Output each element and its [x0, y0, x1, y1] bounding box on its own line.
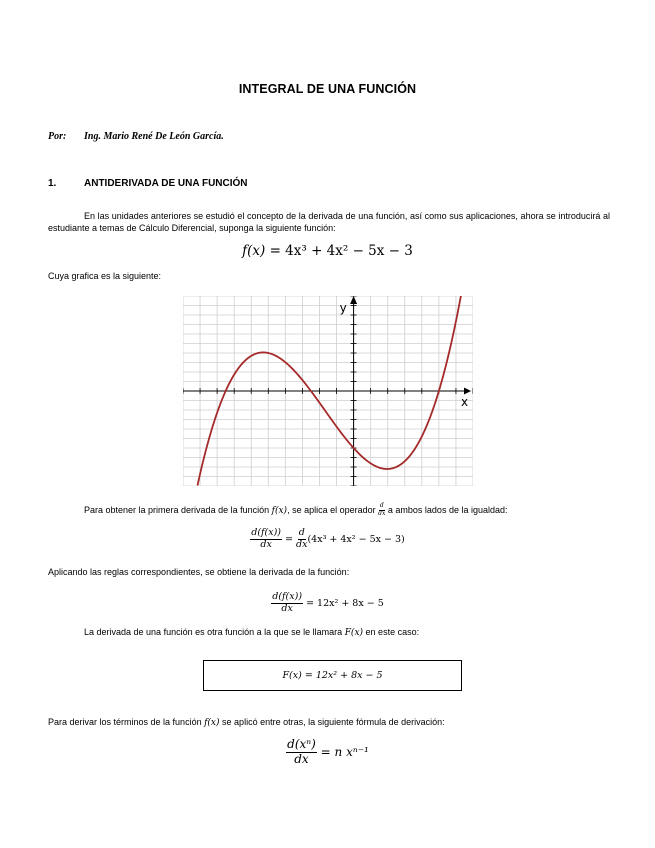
- derivative-result-equation: [0, 592, 655, 615]
- boxed-equation: F(x) = 12x² + 8x − 5: [282, 670, 383, 681]
- eq2-right-numerator: d: [298, 527, 305, 538]
- eq1-rhs: = 4x³ + 4x² − 5x − 3: [269, 243, 413, 259]
- derivative-paragraph: [84, 503, 508, 518]
- para2-text-before: Para obtener la primera derivada de la función: [84, 504, 270, 515]
- author-label: Por:: [48, 131, 67, 142]
- para3-function: F(x): [344, 628, 364, 638]
- eq2-rhs: (4x³ + 4x² − 5x − 3): [307, 533, 405, 545]
- eq3-numerator: d(f(x)): [272, 591, 303, 602]
- x-axis-arrow: [464, 388, 471, 395]
- eq4-fraction: [286, 738, 317, 767]
- x-axis-label: x: [461, 395, 469, 409]
- para4-text-after: se aplicó entre otras, la siguiente fórmula de derivación:: [222, 717, 445, 727]
- graph-caption: Cuya grafica es la siguiente:: [48, 271, 162, 281]
- function-equation: [0, 243, 655, 259]
- eq2-right-fraction: [296, 528, 307, 551]
- document-title: INTEGRAL DE UNA FUNCIÓN: [238, 82, 417, 96]
- eq3-rhs: = 12x² + 8x − 5: [306, 597, 384, 609]
- eq2-left-numerator: d(f(x)): [251, 527, 282, 538]
- eq2-right-denominator: dx: [296, 538, 308, 550]
- operator-fraction: [378, 503, 385, 518]
- eq3-denominator: dx: [281, 602, 293, 614]
- eq4-numerator: d(xⁿ): [287, 737, 316, 751]
- para4-text-before: Para derivar los términos de la función: [48, 717, 202, 727]
- para3-text-after: en este caso:: [365, 627, 420, 637]
- eq3-fraction: [271, 592, 303, 615]
- para2-text-after: a ambos lados de la igualdad:: [387, 504, 508, 515]
- rules-paragraph: Aplicando las reglas correspondientes, se obtiene la derivada de la función:: [48, 567, 350, 577]
- operator-numerator: d: [379, 502, 384, 509]
- para3-text-before: La derivada de una función es otra función a la que se le llamara: [84, 627, 343, 637]
- para4-function: f(x): [204, 718, 220, 728]
- eq4-rhs: = n xⁿ⁻¹: [320, 745, 369, 760]
- para2-function: f(x): [271, 505, 288, 516]
- author-name: Ing. Mario René De León García.: [84, 131, 224, 142]
- eq1-lhs: f(x): [242, 243, 266, 259]
- section-title: ANTIDERIVADA DE UNA FUNCIÓN: [84, 178, 248, 189]
- power-rule-equation: [0, 738, 655, 767]
- boxed-derivative: [203, 660, 462, 691]
- derivative-operator-equation: $\frac{d(f(x))}{dx}$ = $\frac{d}{dx}$ (4x³ + 4x² − 5x − 3): [251, 527, 405, 550]
- y-axis-arrow: [350, 296, 357, 304]
- definition-paragraph: [84, 627, 419, 640]
- power-rule-paragraph: [48, 717, 445, 730]
- section-number: 1.: [48, 178, 57, 189]
- para2-text-middle: , se aplica el operador: [287, 504, 376, 515]
- y-axis-label: y: [339, 301, 347, 315]
- intro-paragraph: En las unidades anteriores se estudió el concepto de la derivada de una función, así como sus aplicaciones, ahora se introducirá al estudiante a temas de Cálculo Diferencial, suponga la siguiente función:: [48, 211, 610, 233]
- eq2-left-denominator: dx: [260, 538, 272, 550]
- operator-denominator: dx: [378, 509, 386, 517]
- function-graph: [183, 296, 473, 486]
- eq2-left-fraction: [250, 528, 282, 551]
- eq4-denominator: dx: [294, 751, 309, 766]
